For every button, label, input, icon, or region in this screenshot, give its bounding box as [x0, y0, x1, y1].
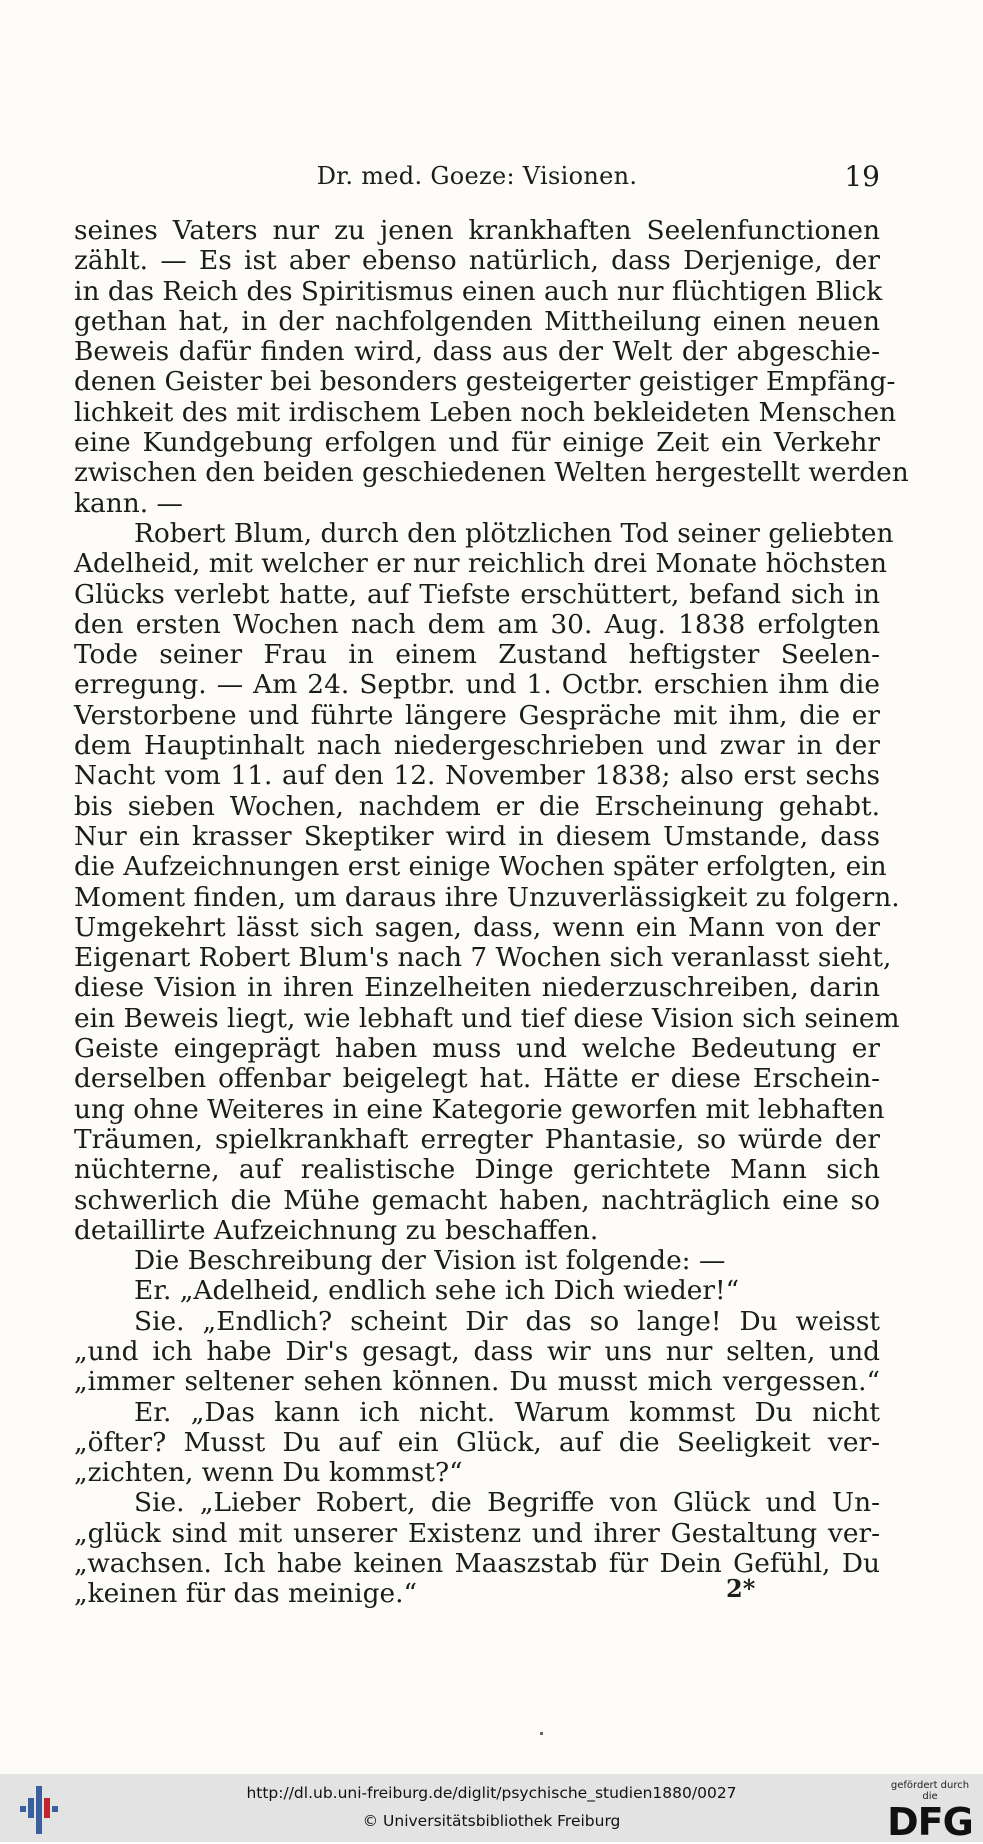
text-line: ung ohne Weiteres in eine Kategorie geworfen mit lebhaften [74, 1093, 885, 1125]
text-line: seines Vaters nur zu jenen krankhaften Seelenfunctionen [74, 215, 880, 246]
dfg-wordmark: DFG [887, 1800, 973, 1844]
text-line: zählt. — Es ist aber ebenso natürlich, dass Derjenige, der [74, 245, 880, 277]
text-line: „öfter? Musst Du auf ein Glück, auf die Seeligkeit ver- [74, 1426, 880, 1458]
text-line: Er. „Adelheid, endlich sehe ich Dich wieder!“ [134, 1275, 740, 1307]
text-line: Glücks verlebt hatte, auf Tiefste erschüttert, befand sich in [74, 578, 880, 610]
text-line: Umgekehrt lässt sich sagen, dass, wenn ein Mann von der [74, 911, 880, 943]
text-line: „wachsen. Ich habe keinen Maaszstab für Dein Gefühl, Du [74, 1548, 880, 1580]
body-text [74, 215, 909, 1610]
text-line: „keinen für das meinige.“ [74, 1578, 417, 1610]
text-line: Adelheid, mit welcher er nur reichlich drei Monate höchsten [74, 548, 887, 580]
text-line: detaillirte Aufzeichnung zu beschaffen. [74, 1214, 599, 1246]
permalink-url[interactable]: http://dl.ub.uni-freiburg.de/diglit/psychische_studien1880/0027 [246, 1784, 737, 1802]
text-line: Sie. „Endlich? scheint Dir das so lange! Du weisst [134, 1305, 880, 1337]
dfg-logo[interactable] [887, 1780, 973, 1844]
text-line: denen Geister bei besonders gesteigerter geistiger Empfäng- [74, 366, 896, 398]
speck [540, 1732, 543, 1735]
text-line: Robert Blum, durch den plötzlichen Tod seiner geliebten [134, 517, 894, 549]
text-line: die Aufzeichnungen erst einige Wochen später erfolgten, ein [74, 851, 887, 883]
text-line: Eigenart Robert Blum's nach 7 Wochen sich veranlasst sieht, [74, 942, 892, 974]
text-line: zwischen den beiden geschiedenen Welten hergestellt werden [74, 457, 909, 489]
text-line: diese Vision in ihren Einzelheiten niederzuschreiben, darin [74, 972, 880, 1004]
text-line: nüchterne, auf realistische Dinge gerichtete Mann sich [74, 1154, 880, 1186]
page-header [74, 158, 880, 198]
text-line: lichkeit des mit irdischem Leben noch bekleideten Menschen [74, 396, 897, 428]
text-line: den ersten Wochen nach dem am 30. Aug. 1838 erfolgten [74, 608, 880, 640]
text-line: derselben offenbar beigelegt hat. Hätte er diese Erschein- [74, 1063, 880, 1095]
dfg-tagline: gefördert durch die [890, 1780, 970, 1802]
text-line: bis sieben Wochen, nachdem er die Erscheinung gehabt. [74, 790, 880, 822]
text-line: schwerlich die Mühe gemacht haben, nachträglich eine so [74, 1184, 880, 1216]
text-line: Tode seiner Frau in einem Zustand heftigster Seelen- [74, 639, 880, 671]
page-number: 19 [844, 160, 880, 193]
text-line: gethan hat, in der nachfolgenden Mittheilung einen neuen [74, 305, 880, 337]
text-line: kann. — [74, 487, 183, 519]
text-line: „und ich habe Dir's gesagt, dass wir uns nur selten, und [74, 1335, 880, 1367]
text-line: Nacht vom 11. auf den 12. November 1838; also erst sechs [74, 760, 880, 792]
copyright-text: © Universitätsbibliothek Freiburg [362, 1812, 621, 1830]
signature-mark: 2* [726, 1574, 756, 1603]
text-line: Nur ein krasser Skeptiker wird in diesem Umstande, dass [74, 820, 880, 852]
text-line: Beweis dafür finden wird, dass aus der Welt der abgeschie- [74, 336, 880, 368]
text-line: „immer seltener sehen können. Du musst mich vergessen.“ [74, 1366, 880, 1398]
text-line: Die Beschreibung der Vision ist folgende: — [134, 1245, 726, 1277]
text-line: Moment finden, um daraus ihre Unzuverlässigkeit zu folgern. [74, 881, 900, 913]
running-head: Dr. med. Goeze: Visionen. [316, 162, 638, 190]
text-line: Sie. „Lieber Robert, die Begriffe von Glück und Un- [134, 1487, 880, 1519]
viewer-footer [0, 1774, 983, 1842]
text-line: ein Beweis liegt, wie lebhaft und tief diese Vision sich seinem [74, 1002, 900, 1034]
text-line: eine Kundgebung erfolgen und für einige Zeit ein Verkehr [74, 427, 880, 459]
text-line: Träumen, spielkrankhaft erregter Phantasie, so würde der [74, 1123, 880, 1155]
text-line: in das Reich des Spiritismus einen auch nur flüchtigen Blick [74, 275, 883, 307]
text-line: erregung. — Am 24. Septbr. und 1. Octbr. erschien ihm die [74, 669, 880, 701]
text-line: Geiste eingeprägt haben muss und welche Bedeutung er [74, 1033, 880, 1065]
text-line: Verstorbene und führte längere Gespräche mit ihm, die er [74, 699, 880, 731]
text-line: dem Hauptinhalt nach niedergeschrieben und zwar in der [74, 730, 880, 762]
text-line: „glück sind mit unserer Existenz und ihrer Gestaltung ver- [74, 1517, 880, 1549]
text-line: „zichten, wenn Du kommst?“ [74, 1457, 463, 1489]
text-line: Er. „Das kann ich nicht. Warum kommst Du nicht [134, 1396, 880, 1428]
